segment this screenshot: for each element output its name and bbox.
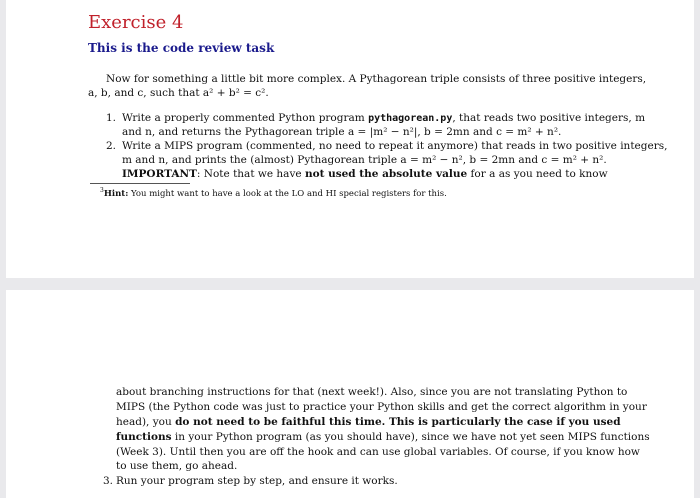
cont-line-4-bold: functions bbox=[116, 431, 172, 443]
cont-line-6: to use them, go ahead. bbox=[116, 460, 238, 472]
cont-line-4-post: in your Python program (as you should have), since we have not yet seen MIPS functions bbox=[174, 431, 650, 443]
intro-line-1: Now for something a little bit more complex. A Pythagorean triple consists of three positive integers, bbox=[106, 73, 647, 85]
exercise-subtitle: This is the code review task bbox=[88, 41, 275, 55]
item-3-number: 3. bbox=[103, 475, 114, 487]
cont-line-3-bold: do not need to be faithful this time. This is particularly the case if you used bbox=[175, 416, 621, 428]
footnote-text: You might want to have a look at the LO and HI special registers for this. bbox=[131, 188, 447, 199]
footnote bbox=[100, 187, 447, 199]
exercise-title: Exercise 4 bbox=[88, 12, 184, 33]
filename-code: pythagorean.py bbox=[368, 113, 453, 124]
important-emphasis: not used the absolute value bbox=[304, 168, 468, 180]
item-2-line-3 bbox=[122, 167, 608, 181]
item-1-text-pre: Write a properly commented Python program bbox=[122, 112, 365, 124]
item-2-number: 2. bbox=[106, 140, 117, 152]
footnote-rule bbox=[90, 183, 190, 184]
footnote-hint-label: Hint: bbox=[103, 188, 129, 199]
important-tail: for a as you need to know bbox=[470, 168, 608, 180]
cont-line-3 bbox=[116, 415, 621, 429]
cont-line-1: about branching instructions for that (next week!). Also, since you are not translating Python to bbox=[116, 386, 628, 398]
item-3-text: Run your program step by step, and ensure it works. bbox=[116, 475, 398, 487]
item-2-line-1: Write a MIPS program (commented, no need to repeat it anymore) that reads in two positive integers, bbox=[122, 140, 668, 152]
footnote-mark: 3 bbox=[100, 187, 104, 194]
item-1-line-1 bbox=[122, 111, 645, 126]
cont-line-4 bbox=[116, 430, 650, 444]
document-page-2 bbox=[6, 290, 694, 498]
cont-line-5: (Week 3). Until then you are off the hook and can use global variables. Of course, if you know how bbox=[116, 446, 640, 458]
document-page-1 bbox=[6, 0, 694, 278]
item-1-number: 1. bbox=[106, 112, 117, 124]
item-1-line-2: and n, and returns the Pythagorean triple a = |m² − n²|, b = 2mn and c = m² + n². bbox=[122, 126, 562, 138]
item-2-line-2: m and n, and prints the (almost) Pythagorean triple a = m² − n², b = 2mn and c = m² + n². bbox=[122, 154, 607, 166]
cont-line-2: MIPS (the Python code was just to practice your Python skills and get the correct algorithm in your bbox=[116, 401, 647, 413]
important-label: IMPORTANT bbox=[122, 168, 197, 180]
item-1-text-post: , that reads two positive integers, m bbox=[452, 112, 646, 124]
cont-line-3-pre: head), you bbox=[116, 416, 172, 428]
important-text: : Note that we have bbox=[196, 168, 302, 180]
intro-line-2: a, b, and c, such that a² + b² = c². bbox=[88, 87, 269, 99]
